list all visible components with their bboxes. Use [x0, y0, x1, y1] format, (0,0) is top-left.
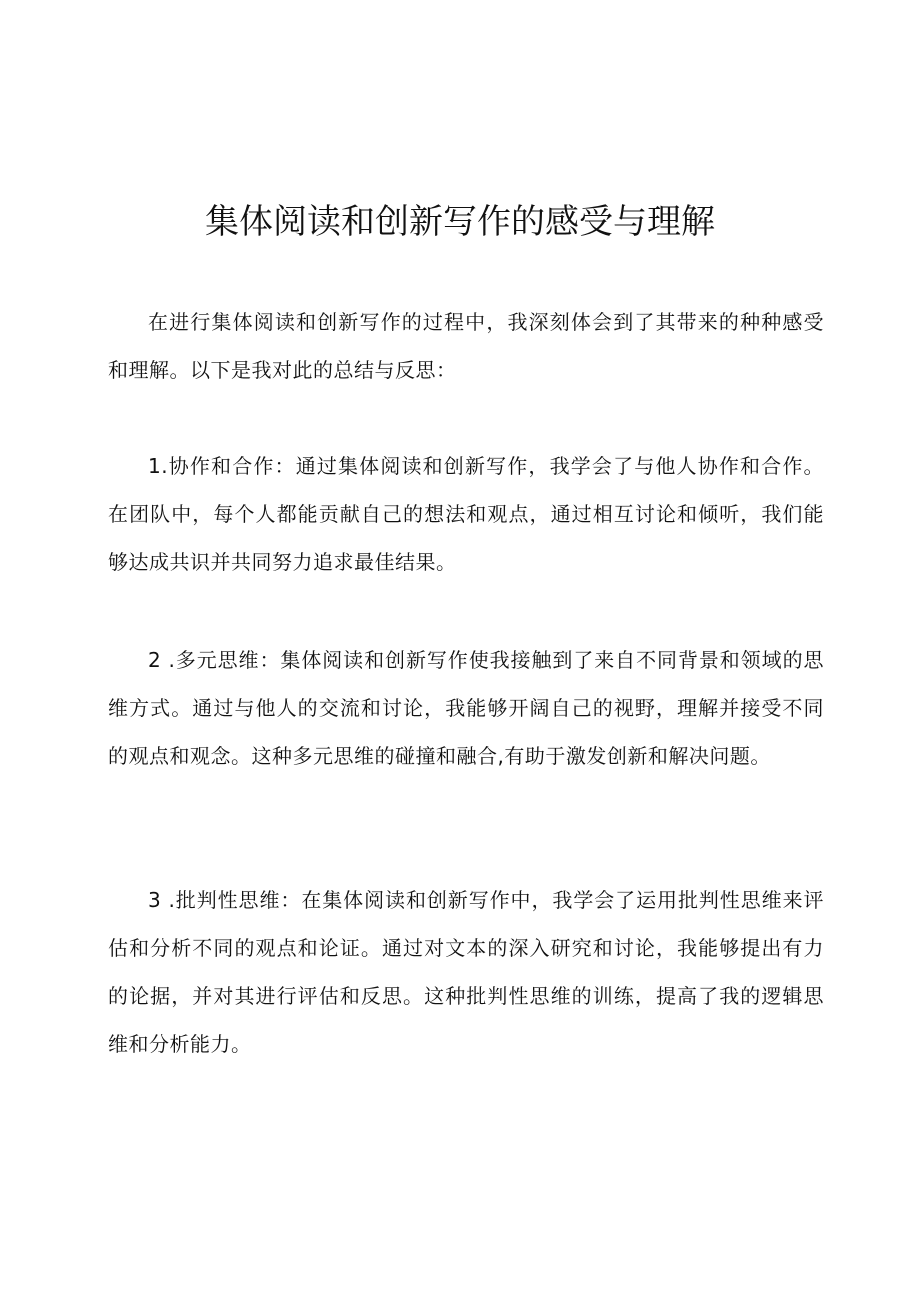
- point-3-paragraph: 3 .批判性思维：在集体阅读和创新写作中，我学会了运用批判性思维来评估和分析不同的观点和论证。通过对文本的深入研究和讨论，我能够提出有力的论据，并对其进行评估和反思。这种批判性思维的训练，提高了我的逻辑思维和分析能力。: [108, 888, 824, 1056]
- point-2-paragraph: 2 .多元思维：集体阅读和创新写作使我接触到了来自不同背景和领域的思维方式。通过与他人的交流和讨论，我能够开阔自己的视野，理解并接受不同的观点和观念。这种多元思维的碰撞和融合,有助于激发创新和解决问题。: [108, 648, 824, 768]
- point-1-paragraph: 1.协作和合作：通过集体阅读和创新写作，我学会了与他人协作和合作。在团队中，每个人都能贡献自己的想法和观点，通过相互讨论和倾听，我们能够达成共识并共同努力追求最佳结果。: [108, 454, 824, 574]
- intro-paragraph: 在进行集体阅读和创新写作的过程中，我深刻体会到了其带来的种种感受和理解。以下是我对此的总结与反思：: [108, 310, 824, 382]
- document-title: 集体阅读和创新写作的感受与理解: [205, 201, 715, 242]
